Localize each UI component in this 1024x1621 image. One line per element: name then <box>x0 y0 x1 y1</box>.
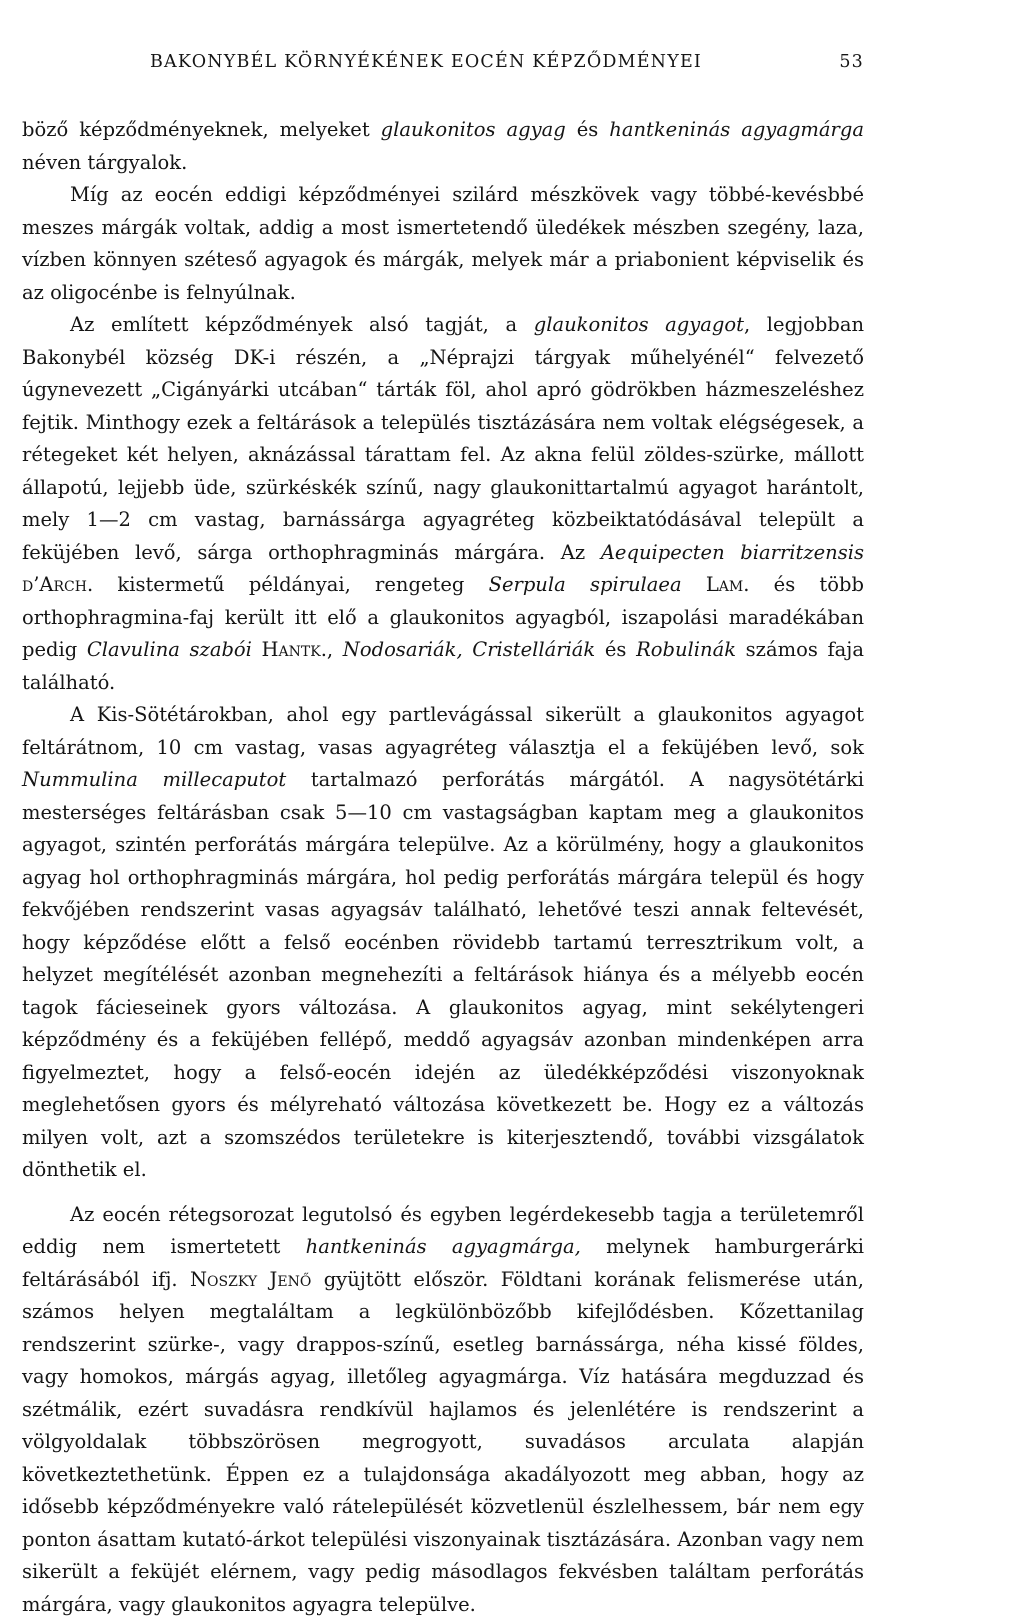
paragraph <box>22 309 864 699</box>
text-run: Míg az eocén eddigi képződményei szilárd mészkövek vagy többé-kevésbbé meszes márgák voltak, addig a most ismertetendő üledékek mészben szegény, laza, vízben könnyen széteső agyagok és márgák, melyek már a priabonient képviselik és az oligocénbe is felnyúlnak. <box>22 183 864 304</box>
text-run: , <box>327 638 343 661</box>
paragraph <box>22 1199 864 1621</box>
italic-term: Nummulina millecaputot <box>22 768 286 791</box>
text-run: és több orthophragmina-faj került itt elő a glaukonitos agyagból, iszapolási maradékában pedig <box>22 573 864 661</box>
text-run: tartalmazó perforátás márgától. A nagysötétárki mesterséges feltárásban csak 5—10 cm vastagságban kaptam meg a glaukonitos agyagot, szintén perforátás márgára települve. Az a körülmény, hogy a glaukonitos agyag hol orthophragminás márgára, hol pedig perforátás márgára települ és hogy fekvőjében rendszerint vasas agyagsáv található, lehetővé teszi annak feltevését, hogy képződése előtt a felső eocénben rövidebb tartamú terresztrikum volt, a helyzet megítélését azonban megnehezíti a feltárások hiánya és a mélyebb eocén tagok fácieseinek gyors változása. A glaukonitos agyag, mint sekélytengeri képződmény és a feküjében fellépő, meddő agyagsáv azonban mindenképen arra figyelmeztet, hogy a felső-eocén idején az üledékképződési viszonyoknak meglehetősen gyors és mélyreható változása következett be. Hogy ez a változás milyen volt, azt a szomszédos területekre is kiterjesztendő, további vizsgálatok dönthetik el. <box>22 768 864 1181</box>
author-name: Lam. <box>682 573 750 596</box>
author-name: Noszky Jenő <box>190 1268 311 1291</box>
text-run: néven tárgyalok. <box>22 151 187 174</box>
italic-term: glaukonitos agyag <box>381 118 566 141</box>
italic-term: Robulinák <box>636 638 736 661</box>
text-run: Az említett képződmények alsó tagját, a <box>70 313 534 336</box>
paragraph <box>22 114 864 179</box>
italic-term: Aequipecten biarritzensis <box>601 541 864 564</box>
italic-term: Clavulina szabói <box>87 638 252 661</box>
text-run: , legjobban Bakonybél község DK-i részén, a „Néprajzi tárgyak műhelyénél“ felvezető úgynevezett „Cigányárki utcában“ tárták föl, ahol apró gödrökben házmeszeléshez fejtik. Minthogy ezek a feltárások a település tisztázására nem voltak elégségesek, a rétegeket két helyen, aknázással tárattam fel. Az akna felül zöldes-szürke, mállott állapotú, lejjebb üde, szürkéskék színű, nagy glaukonittartalmú agyagot harántolt, mely 1—2 cm vastag, barnássárga agyagréteg közbeiktatódásával települt a feküjében levő, sárga orthophragminás márgára. Az <box>22 313 864 564</box>
text-run: A Kis-Sötétárokban, ahol egy partlevágással sikerült a glaukonitos agyagot feltárátnom, 10 cm vastag, vasas agyagréteg választja el a feküjében levő, sok <box>22 703 864 759</box>
text-run: böző képződményeknek, melyeket <box>22 118 381 141</box>
text-run: kistermetű példányai, rengeteg <box>93 573 488 596</box>
body-text <box>22 114 864 1621</box>
text-run: számos faja található. <box>22 638 864 694</box>
author-name: Hantk. <box>252 638 327 661</box>
italic-term: Serpula spirulaea <box>489 573 682 596</box>
running-title: BAKONYBÉL KÖRNYÉKÉNEK EOCÉN KÉPZŐDMÉNYEI <box>150 52 702 72</box>
paragraph <box>22 699 864 1187</box>
running-header <box>22 52 864 92</box>
paragraph <box>22 179 864 309</box>
text-run: Az eocén rétegsorozat legutolsó és egyben legérdekesebb tagja a területemről eddig nem ismertetett <box>22 1203 864 1259</box>
page-number: 53 <box>839 52 864 72</box>
italic-term: glaukonitos agyagot <box>534 313 744 336</box>
book-page <box>22 52 864 1621</box>
text-run: és <box>566 118 610 141</box>
author-name: d’Arch. <box>22 573 93 596</box>
italic-term: hantkeninás agyagmárga, <box>306 1235 581 1258</box>
text-run: és <box>595 638 636 661</box>
italic-term: Nodosariák, Cristelláriák <box>343 638 595 661</box>
text-run: gyüjtött először. Földtani korának felismerése után, számos helyen megtaláltam a legkülönbözőbb kifejlődésben. Kőzettanilag rendszerint szürke-, vagy drappos-színű, esetleg barnássárga, néha kissé földes, vagy homokos, márgás agyag, illetőleg agyagmárga. Víz hatására megduzzad és szétmálik, ezért suvadásra rendkívül hajlamos és jelenlétére is rendszerint a völgyoldalak többszörösen megrogyott, suvadásos arculata alapján következtethetünk. Éppen ez a tulajdonsága akadályozott meg abban, hogy az idősebb képződményekre való rátelepülését közvetlenül észlelhessem, bár nem egy ponton ásattam kutató-árkot települési viszonyainak tisztázására. Azonban vagy nem sikerült a feküjét elérnem, vagy pedig másodlagos fekvésben találtam perforátás márgára, vagy glaukonitos agyagra települve. <box>22 1268 864 1616</box>
text-run: melynek hamburgerárki feltárásából ifj. <box>22 1235 864 1291</box>
italic-term: hantkeninás agyagmárga <box>609 118 864 141</box>
